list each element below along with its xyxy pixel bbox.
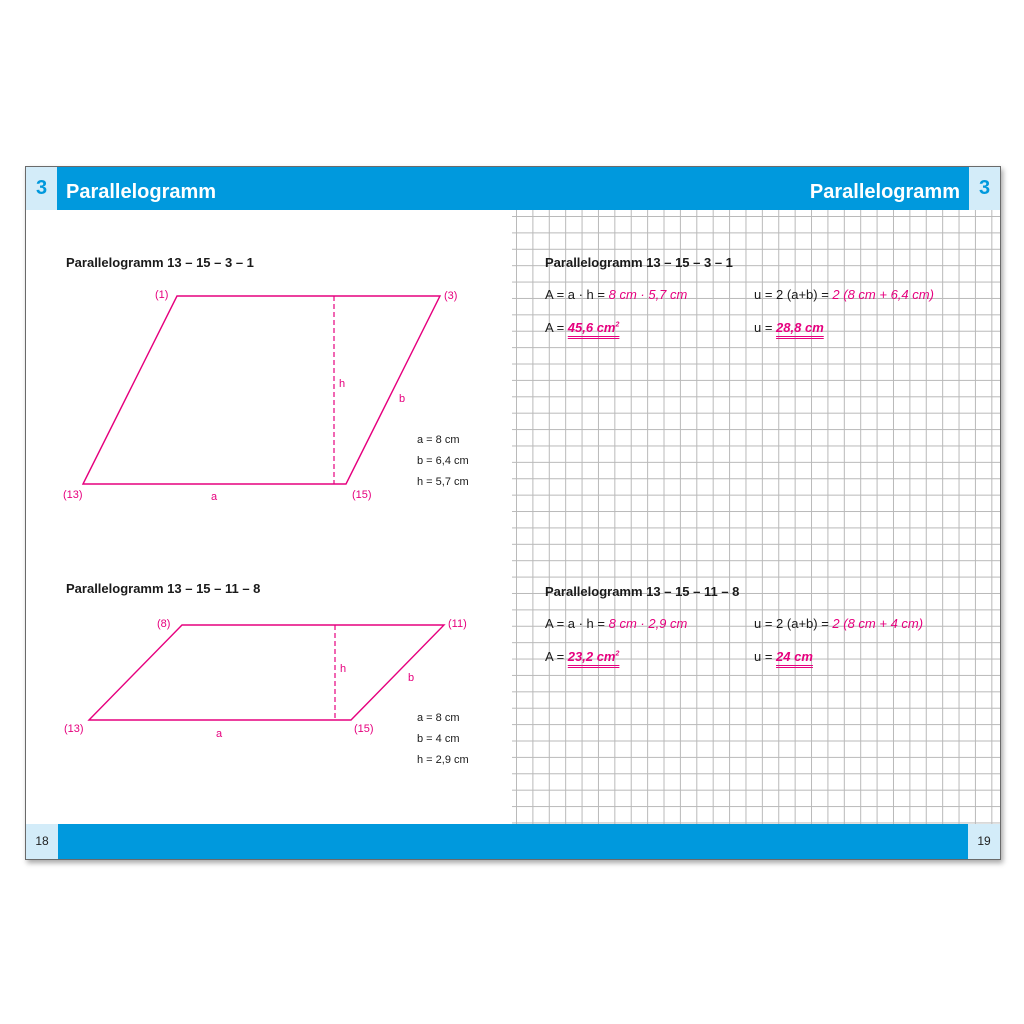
label-b: b	[399, 393, 406, 405]
perimeter-result-prefix: u =	[754, 649, 777, 664]
area-calculation: 8 cm · 5,7 cm	[608, 287, 688, 302]
label-point-3: (3)	[444, 290, 458, 302]
solution-2-area-result	[545, 649, 619, 664]
chapter-number-right: 3	[969, 167, 1000, 210]
value-h: h = 5,7 cm	[417, 476, 469, 488]
chapter-number-left: 3	[26, 167, 57, 210]
book-spread	[25, 166, 1001, 860]
page-number-right: 19	[968, 824, 1000, 859]
solution-1-perimeter-result	[754, 320, 824, 335]
label-point-15: (15)	[354, 723, 374, 735]
label-point-13: (13)	[64, 723, 84, 735]
solution-2-area-line	[545, 616, 687, 631]
page-title-right: Parallelogramm	[809, 181, 960, 203]
figure-1-values	[417, 430, 469, 493]
solution-1-area-result	[545, 320, 619, 335]
area-calculation: 8 cm · 2,9 cm	[608, 616, 688, 631]
solution-2-perimeter-result	[754, 649, 813, 664]
solution-2-heading: Parallelogramm 13 – 15 – 11 – 8	[545, 584, 740, 599]
value-b: b = 6,4 cm	[417, 455, 469, 467]
value-a: a = 8 cm	[417, 434, 460, 446]
perimeter-formula: u = 2 (a+b) =	[754, 616, 833, 631]
perimeter-formula: u = 2 (a+b) =	[754, 287, 833, 302]
label-h: h	[339, 378, 346, 390]
parallelogram-2-shape	[89, 625, 444, 720]
figure-1-parallelogram	[26, 167, 1000, 824]
perimeter-result-value: 24 cm	[776, 649, 813, 664]
area-result-value: 45,6 $cm^2$	[567, 320, 620, 335]
label-h: h	[340, 663, 347, 675]
solution-2-perimeter-line	[754, 616, 923, 631]
value-b: b = 4 cm	[417, 733, 460, 745]
parallelogram-1-shape	[83, 296, 440, 484]
label-b: b	[408, 672, 415, 684]
value-h: h = 2,9 cm	[417, 754, 469, 766]
label-point-13: (13)	[63, 489, 83, 501]
area-result-value: 23,2 $cm^2$	[567, 649, 620, 664]
page-number-left: 18	[26, 824, 58, 859]
figure-1-heading: Parallelogramm 13 – 15 – 3 – 1	[66, 255, 254, 270]
perimeter-calculation: 2 (8 cm + 4 cm)	[832, 616, 924, 631]
label-point-11: (11)	[448, 618, 467, 630]
solution-1-area-line	[545, 287, 687, 302]
footer-bar	[26, 824, 1000, 859]
page-title-left: Parallelogramm	[66, 181, 217, 203]
perimeter-calculation: 2 (8 cm + 6,4 cm)	[832, 287, 934, 302]
label-point-8: (8)	[157, 618, 171, 630]
perimeter-result-prefix: u =	[754, 320, 777, 335]
figure-2-values	[417, 708, 469, 771]
area-result-prefix: A =	[545, 320, 568, 335]
label-point-15: (15)	[352, 489, 372, 501]
perimeter-result-value: 28,8 cm	[776, 320, 824, 335]
label-point-1: (1)	[155, 289, 169, 301]
label-a: a	[211, 491, 218, 503]
solution-1-heading: Parallelogramm 13 – 15 – 3 – 1	[545, 255, 733, 270]
area-result-prefix: A =	[545, 649, 568, 664]
area-formula: A = a · h =	[545, 616, 609, 631]
label-a: a	[216, 728, 223, 740]
figure-2-heading: Parallelogramm 13 – 15 – 11 – 8	[66, 581, 261, 596]
solution-1-perimeter-line	[754, 287, 934, 302]
area-formula: A = a · h =	[545, 287, 609, 302]
value-a: a = 8 cm	[417, 712, 460, 724]
